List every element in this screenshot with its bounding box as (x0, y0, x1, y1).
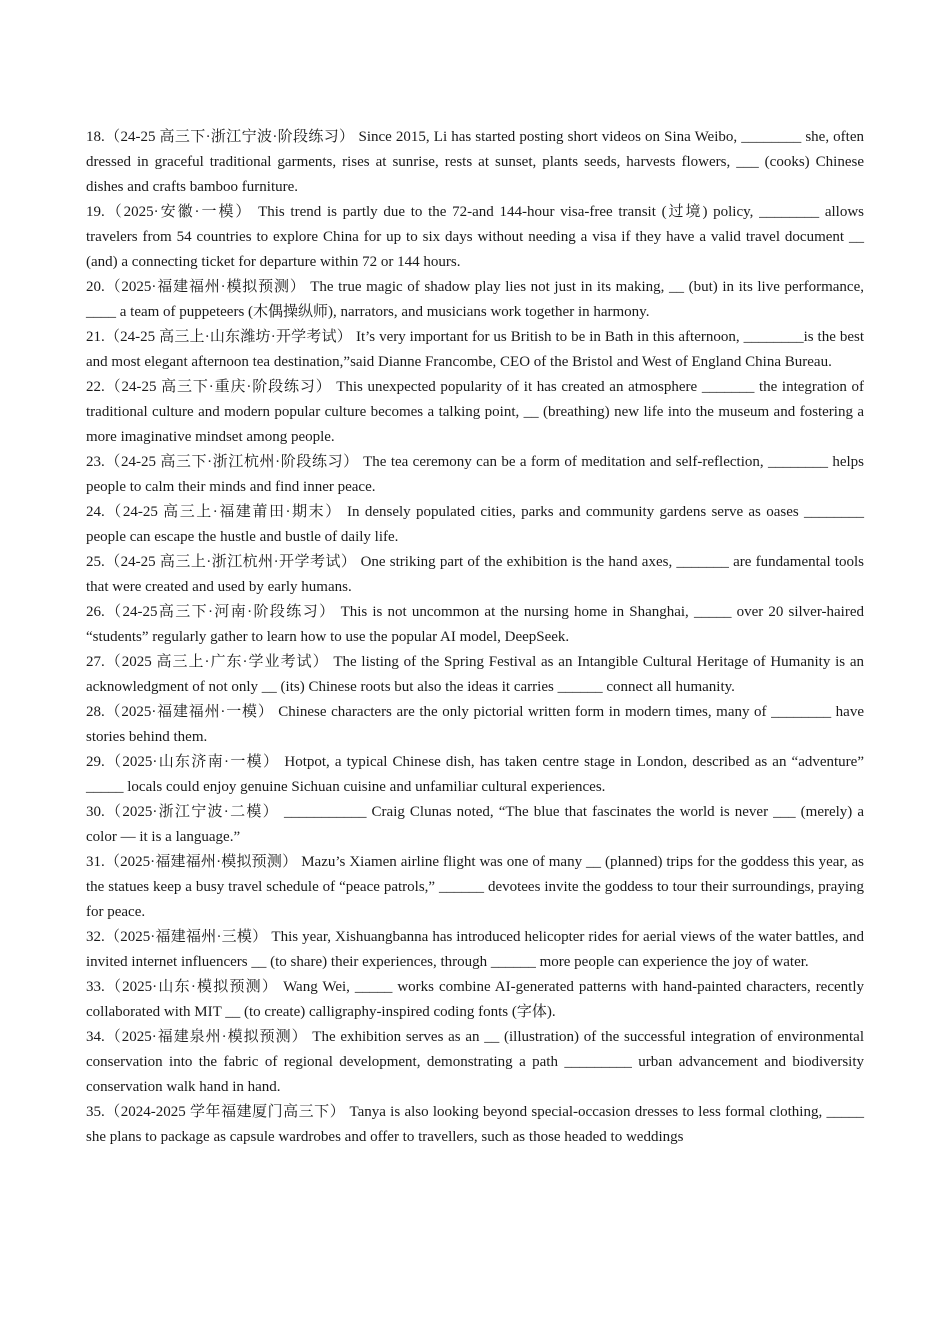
question-number: 20. (86, 279, 105, 295)
question-text: （24-25 高三下·浙江杭州·阶段练习） The tea ceremony can be a form of meditation and self-reflection, ________ helps people to calm their minds and find inner peace. (86, 454, 864, 495)
question-number: 25. (86, 554, 105, 570)
question-26 (86, 600, 864, 650)
question-text: （24-25 高三下·浙江宁波·阶段练习） Since 2015, Li has started posting short videos on Sina Weibo, ________ she, often dressed in graceful traditional garments, rises at sunrise, rests at sunset, plants seeds, harvests flowers, ___ (cooks) Chinese dishes and crafts bamboo furniture. (86, 129, 864, 195)
question-number: 35. (86, 1104, 105, 1120)
question-35 (86, 1100, 864, 1150)
question-number: 28. (86, 704, 105, 720)
question-23 (86, 450, 864, 500)
question-21 (86, 325, 864, 375)
question-19 (86, 200, 864, 275)
question-number: 34. (86, 1029, 105, 1045)
question-text: （2025·山东济南·一模） Hotpot, a typical Chinese dish, has taken centre stage in London, described as an “adventure” _____ locals could enjoy genuine Sichuan cuisine and unfamiliar cultural experiences. (86, 754, 864, 795)
question-number: 29. (86, 754, 105, 770)
question-text: （2025·山东·模拟预测） Wang Wei, _____ works combine AI-generated patterns with hand-painted characters, recently collaborated with MIT __ (to create) calligraphy-inspired coding fonts (字体). (86, 979, 864, 1020)
question-number: 21. (86, 329, 105, 345)
question-number: 32. (86, 929, 105, 945)
question-number: 23. (86, 454, 105, 470)
question-number: 26. (86, 604, 105, 620)
question-text: （2025·安徽·一模） This trend is partly due to the 72-and 144-hour visa-free transit (过境) policy, ________ allows travelers from 54 countries to explore China for up to six days without needing a visa if they have a valid travel document __ (and) a connecting ticket for departure within 72 or 144 hours. (86, 204, 864, 270)
question-number: 22. (86, 379, 105, 395)
question-24 (86, 500, 864, 550)
question-28 (86, 700, 864, 750)
question-text: （2025·浙江宁波·二模） ___________ Craig Clunas noted, “The blue that fascinates the world is never ___ (merely) a color — it is a language.” (86, 804, 864, 845)
question-27 (86, 650, 864, 700)
question-number: 31. (86, 854, 105, 870)
question-number: 30. (86, 804, 105, 820)
question-text: （2024-2025 学年福建厦门高三下） Tanya is also looking beyond special-occasion dresses to less formal clothing, _____ she plans to package as capsule wardrobes and offer to travellers, such as those headed to weddings (86, 1104, 864, 1145)
question-text: （24-25高三下·河南·阶段练习） This is not uncommon at the nursing home in Shanghai, _____ over 20 silver-haired “students” regularly gather to learn how to use the popular AI model, DeepSeek. (86, 604, 864, 645)
question-20 (86, 275, 864, 325)
question-text: （24-25 高三上·山东潍坊·开学考试） It’s very important for us British to be in Bath in this afternoon, ________is the best and most elegant afternoon tea destination,”said Dianne Francombe, CEO of the Bristol and West of England China Bureau. (86, 329, 864, 370)
question-31 (86, 850, 864, 925)
question-22 (86, 375, 864, 450)
question-number: 19. (86, 204, 105, 220)
question-34 (86, 1025, 864, 1100)
question-number: 27. (86, 654, 105, 670)
question-33 (86, 975, 864, 1025)
question-text: （2025 高三上·广东·学业考试） The listing of the Spring Festival as an Intangible Cultural Heritage of Humanity is an acknowledgment of not only __ (its) Chinese roots but also the ideas it carries ______ connect all humanity. (86, 654, 864, 695)
question-text: （2025·福建福州·一模） Chinese characters are the only pictorial written form in modern times, many of ________ have stories behind them. (86, 704, 864, 745)
question-30 (86, 800, 864, 850)
question-text: （2025·福建泉州·模拟预测） The exhibition serves as an __ (illustration) of the successful integration of environmental conservation into the fabric of regional development, demonstrating a path _________ urban advancement and biodiversity conservation walk hand in hand. (86, 1029, 864, 1095)
question-number: 24. (86, 504, 105, 520)
document-page (86, 125, 864, 1150)
question-number: 18. (86, 129, 105, 145)
question-number: 33. (86, 979, 105, 995)
question-25 (86, 550, 864, 600)
question-text: （2025·福建福州·模拟预测） Mazu’s Xiamen airline flight was one of many __ (planned) trips for the goddess this year, as the statues keep a busy travel schedule of “peace patrols,” ______ devotees invite the goddess to tour their surroundings, praying for peace. (86, 854, 864, 920)
question-text: （2025·福建福州·三模） This year, Xishuangbanna has introduced helicopter rides for aerial views of the water battles, and invited internet influencers __ (to share) their experiences, through ______ more people can experience the joy of water. (86, 929, 864, 970)
question-text: （24-25 高三下·重庆·阶段练习） This unexpected popularity of it has created an atmosphere _______ the integration of traditional culture and modern popular culture becomes a talking point, __ (breathing) new life into the museum and fostering a more imaginative mindset among people. (86, 379, 864, 445)
question-32 (86, 925, 864, 975)
question-text: （24-25 高三上·福建莆田·期末） In densely populated cities, parks and community gardens serve as oases ________ people can escape the hustle and bustle of daily life. (86, 504, 864, 545)
question-29 (86, 750, 864, 800)
question-text: （2025·福建福州·模拟预测） The true magic of shadow play lies not just in its making, __ (but) in its live performance, ____ a team of puppeteers (木偶操纵师), narrators, and musicians work together in harmony. (86, 279, 864, 320)
question-18 (86, 125, 864, 200)
question-text: （24-25 高三上·浙江杭州·开学考试） One striking part of the exhibition is the hand axes, _______ are fundamental tools that were created and used by early humans. (86, 554, 864, 595)
